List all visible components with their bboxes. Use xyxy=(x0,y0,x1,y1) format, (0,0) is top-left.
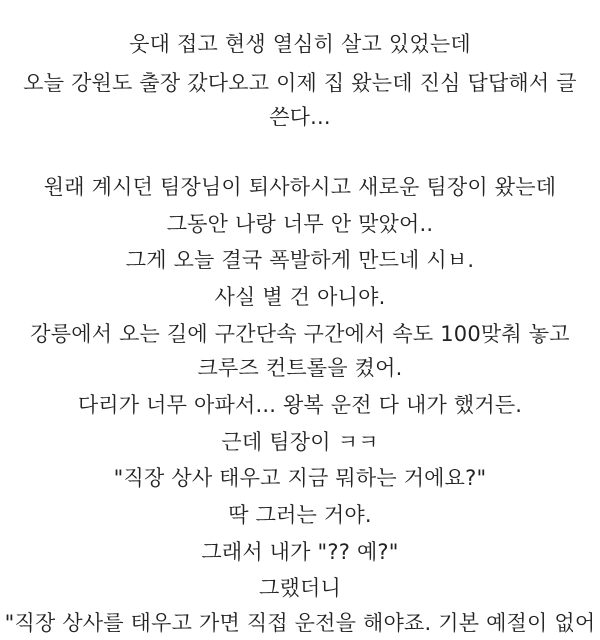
post-line: 그게 오늘 결국 폭발하게 만드네 시ㅂ. xyxy=(125,248,475,272)
post-line: 딱 그러는 거야. xyxy=(228,503,372,527)
post-line: 원래 계시던 팀장님이 퇴사하시고 새로운 팀장이 왔는데 xyxy=(43,175,557,199)
post-line: 근데 팀장이 ㅋㅋ xyxy=(221,430,379,454)
post-line: 그래서 내가 "?? 예?" xyxy=(201,540,399,564)
post-line: 그랬더니 xyxy=(259,576,341,600)
post-line: 오늘 강원도 출장 갔다오고 이제 집 왔는데 진심 답답해서 글 쓴다... xyxy=(23,71,577,129)
post-line: 다리가 너무 아파서... 왕복 운전 다 내가 했거든. xyxy=(77,393,523,417)
post-line: "직장 상사를 태우고 가면 직접 운전을 해야죠. 기본 예절이 없어 xyxy=(4,611,596,635)
post-line: "직장 상사 태우고 지금 뭐하는 거에요?" xyxy=(113,466,487,490)
post-line: 웃대 접고 현생 열심히 살고 있었는데 xyxy=(129,32,471,56)
post-line: 그동안 나랑 너무 안 맞았어.. xyxy=(166,212,434,236)
post-line: 강릉에서 오는 길에 구간단속 구간에서 속도 100맞춰 놓고 크루즈 컨트롤을 켰어. xyxy=(30,322,570,380)
post-line: 사실 별 건 아니야. xyxy=(214,285,386,309)
